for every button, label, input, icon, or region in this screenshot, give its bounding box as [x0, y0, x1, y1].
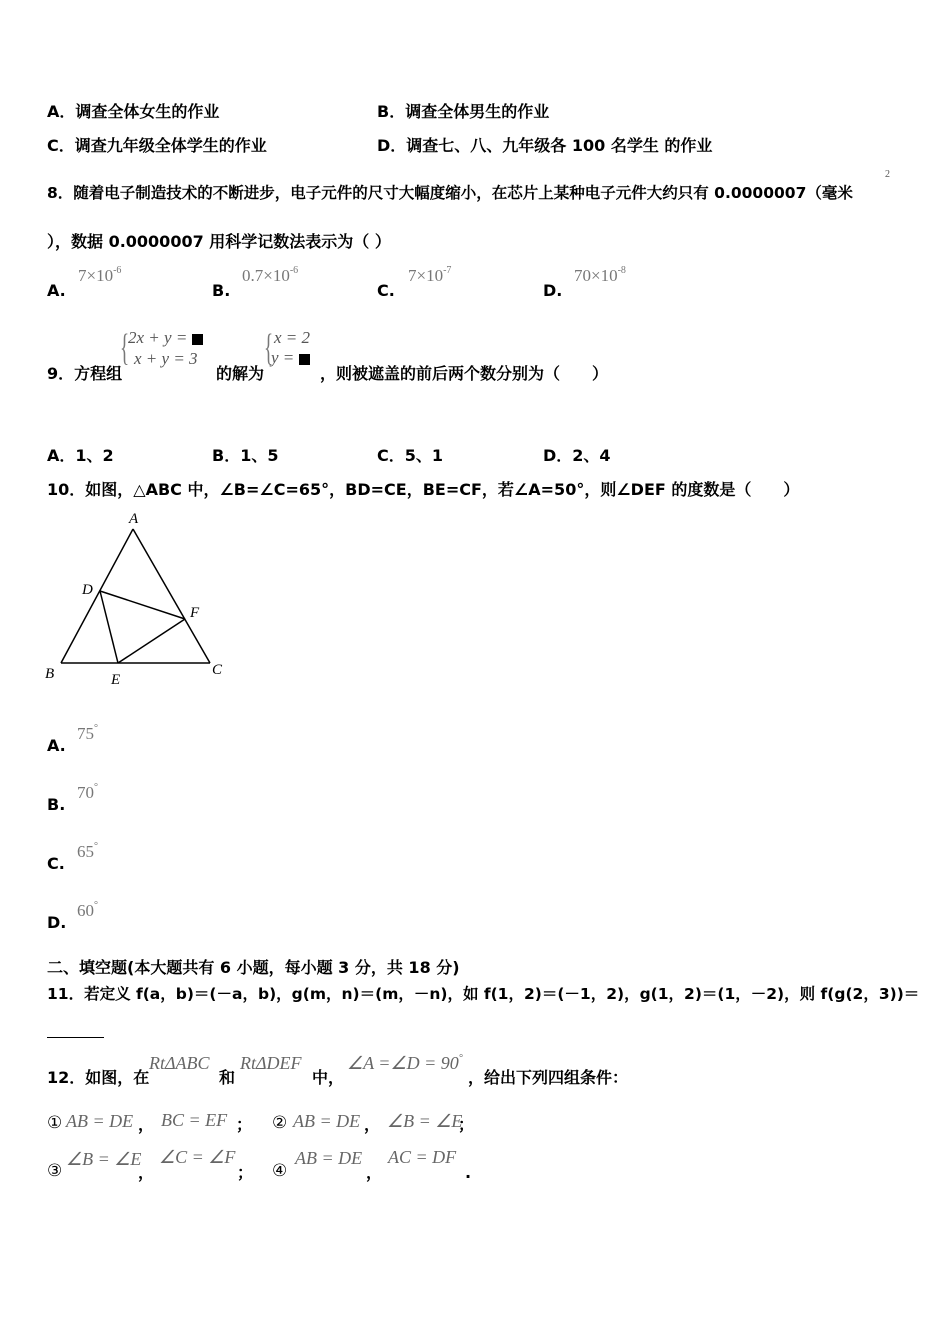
q12-condition-2-semicolon: ； — [458, 1115, 475, 1134]
q9-option-c: C．5、1 — [377, 446, 444, 465]
vertex-label-b: B — [45, 666, 55, 682]
q9-equation-system: { 2x + y = x + y = 3 — [120, 328, 215, 370]
q8-option-d-label: D. — [543, 281, 563, 300]
q12-condition-4-mark: ④ — [272, 1161, 288, 1181]
q9-suffix: ，则被遮盖的前后两个数分别为（ ） — [320, 364, 609, 383]
q12-condition-3-a: ∠B = ∠E — [66, 1149, 142, 1169]
page-number: 2 — [885, 169, 890, 180]
q12-condition-4-a: AB = DE — [295, 1148, 363, 1168]
q8-option-a-label: A. — [47, 281, 66, 300]
q12-condition-2-b: ∠B = ∠E — [387, 1111, 463, 1131]
q7-option-b: B．调查全体男生的作业 — [377, 102, 550, 121]
q9-middle: 的解为 — [216, 364, 265, 383]
q12-triangle-abc: RtΔABC — [149, 1053, 210, 1073]
q8-stem-line2: ），数据 0.0000007 用科学记数法表示为（ ） — [47, 232, 391, 251]
q8-option-b-label: B. — [212, 281, 231, 300]
q12-condition-3-mark: ③ — [47, 1161, 63, 1181]
q12-and: 和 — [219, 1068, 236, 1087]
q12-angle-condition: ∠A =∠D = 90° — [347, 1053, 463, 1073]
q9-hidden-value-1 — [192, 334, 203, 345]
vertex-label-a: A — [129, 511, 139, 527]
q11-answer-blank[interactable] — [47, 1037, 104, 1038]
vertex-label-d: D — [82, 582, 93, 598]
q12-condition-4-comma: ， — [366, 1163, 383, 1182]
q12-condition-3-b: ∠C = ∠F — [159, 1147, 236, 1167]
q12-triangle-def: RtΔDEF — [240, 1053, 302, 1073]
q12-suffix: ，给出下列四组条件： — [468, 1068, 629, 1087]
q8-stem-line1: 8．随着电子制造技术的不断进步，电子元件的尺寸大幅度缩小，在芯片上某种电子元件大约只有 0.0000007（毫米 — [47, 184, 853, 202]
q10-option-a-value: 75° — [77, 723, 98, 743]
q10-option-d-value: 60° — [77, 900, 98, 920]
q12-mid: 中， — [312, 1068, 345, 1087]
q12-condition-1-a: AB = DE — [66, 1111, 134, 1131]
q9-option-a: A．1、2 — [47, 446, 114, 465]
vertex-label-e: E — [111, 672, 121, 688]
q11-stem: 11．若定义 f(a，b)＝(－a，b)，g(m，n)＝(m，－n)，如 f(1，2)＝(－1，2)，g(1，2)＝(1，－2)，则 f(g(2，3))＝ — [47, 985, 920, 1003]
q10-stem: 10．如图，△ABC 中，∠B=∠C=65°，BD=CE，BE=CF，若∠A=50°，则∠DEF 的度数是（ ） — [47, 480, 800, 499]
q9-option-b: B．1、5 — [212, 446, 279, 465]
q12-condition-2-mark: ② — [272, 1113, 288, 1133]
q12-condition-1-b: BC = EF — [161, 1110, 228, 1130]
q10-option-b-value: 70° — [77, 782, 98, 802]
q12-condition-2-comma: ， — [364, 1115, 381, 1134]
q7-option-a: A．调查全体女生的作业 — [47, 102, 220, 121]
q12-condition-1-mark: ① — [47, 1113, 63, 1133]
q10-triangle-figure — [40, 505, 240, 690]
q10-option-d-label: D. — [47, 913, 67, 932]
q7-option-c: C．调查九年级全体学生的作业 — [47, 136, 267, 155]
q8-option-c-value: $7\times 10^{-7}$ — [408, 265, 452, 285]
q9-solution-system: { x = 2 y = — [264, 327, 311, 369]
vertex-label-c: C — [212, 662, 223, 678]
q10-option-b-label: B. — [47, 795, 66, 814]
q12-condition-1-semicolon: ； — [236, 1115, 253, 1134]
q10-option-c-label: C. — [47, 854, 65, 873]
q9-hidden-value-2 — [299, 354, 310, 365]
q10-option-a-label: A. — [47, 736, 66, 755]
q12-condition-3-semicolon: ； — [237, 1163, 254, 1182]
q8-option-c-label: C. — [377, 281, 395, 300]
section-title-fill-in: 二、填空题(本大题共有 6 小题，每小题 3 分，共 18 分) — [47, 958, 460, 977]
q12-condition-4-period: . — [465, 1163, 472, 1182]
q8-option-a-value: $7\times 10^{-6}$ — [78, 265, 122, 285]
vertex-label-f: F — [190, 605, 200, 621]
q9-option-d: D．2、4 — [543, 446, 611, 465]
q8-option-b-value: $0.7\times 10^{-6}$ — [242, 265, 299, 285]
q12-prefix: 12．如图，在 — [47, 1068, 150, 1087]
q12-condition-4-b: AC = DF — [388, 1147, 457, 1167]
q12-condition-3-comma: ， — [138, 1163, 155, 1182]
q10-option-c-value: 65° — [77, 841, 98, 861]
q7-option-d: D．调查七、八、九年级各 100 名学生 的作业 — [377, 136, 713, 155]
q12-condition-2-a: AB = DE — [293, 1111, 361, 1131]
q8-option-d-value: $70\times 10^{-8}$ — [574, 265, 626, 285]
q9-prefix: 9．方程组 — [47, 364, 123, 383]
q12-condition-1-comma: ， — [138, 1115, 155, 1134]
